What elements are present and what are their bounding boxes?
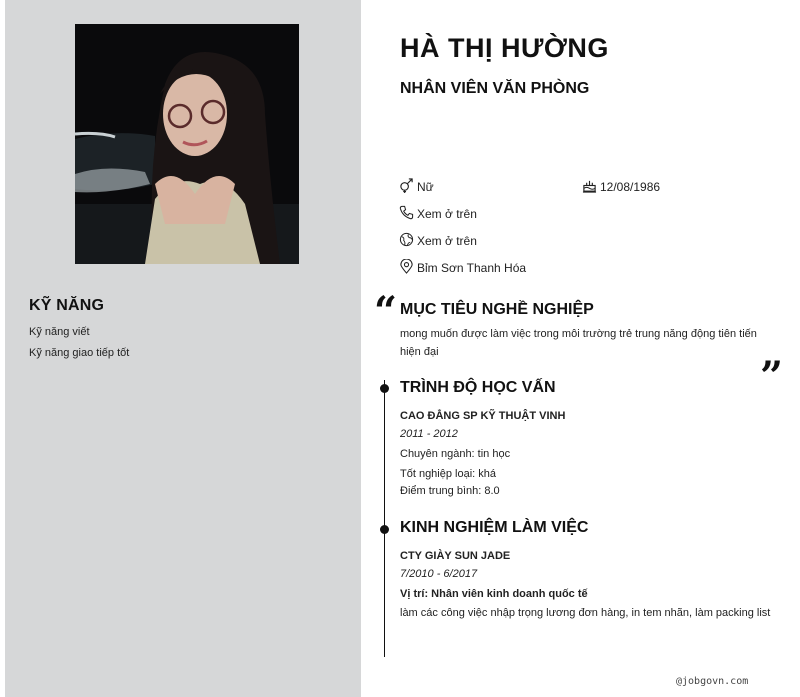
gender-icon	[399, 178, 414, 196]
education-major: Chuyên ngành: tin học	[400, 448, 511, 460]
experience-period: 7/2010 - 6/2017	[400, 568, 478, 580]
experience-title: KINH NGHIỆM LÀM VIỆC	[400, 519, 589, 536]
education-period: 2011 - 2012	[400, 428, 458, 440]
timeline-dot	[380, 384, 389, 393]
open-quote-icon: “	[374, 288, 398, 335]
education-gpa: Điểm trung bình: 8.0	[400, 485, 500, 497]
gender-info	[399, 178, 434, 196]
skill-item: Kỹ năng viết	[29, 326, 90, 338]
job-title: NHÂN VIÊN VĂN PHÒNG	[400, 80, 590, 97]
objective-title: MỤC TIÊU NGHỀ NGHIỆP	[400, 301, 594, 318]
phone-info	[399, 205, 477, 223]
candidate-name: HÀ THỊ HƯỜNG	[400, 33, 609, 63]
experience-position: Vị trí: Nhân viên kinh doanh quốc tế	[400, 588, 588, 600]
close-quote-icon: ”	[760, 353, 784, 400]
website-value: Xem ở trên	[417, 234, 477, 248]
birthdate-value: 12/08/1986	[600, 180, 661, 194]
skill-item: Kỹ năng giao tiếp tốt	[29, 347, 130, 359]
education-school: CAO ĐẲNG SP KỸ THUẬT VINH	[400, 410, 566, 422]
experience-description: làm các công việc nhập trọng lương đơn hàng, in tem nhãn, làm packing list	[400, 607, 771, 619]
address-value: Bỉm Sơn Thanh Hóa	[417, 261, 527, 275]
website-info	[399, 232, 477, 250]
experience-company: CTY GIÀY SUN JADE	[400, 550, 511, 562]
birthdate-info	[582, 178, 660, 196]
objective-text: mong muốn được làm việc trong môi trường trẻ trung năng động tiên tiến hiện đại	[400, 328, 757, 358]
location-pin-icon	[399, 259, 414, 277]
education-title: TRÌNH ĐỘ HỌC VẤN	[400, 379, 556, 396]
skills-title: KỸ NĂNG	[29, 297, 105, 314]
address-info	[399, 259, 526, 277]
profile-photo	[75, 24, 299, 264]
phone-icon	[399, 205, 414, 223]
education-graduation: Tốt nghiệp loại: khá	[400, 468, 497, 480]
phone-value: Xem ở trên	[417, 207, 477, 221]
birthday-cake-icon	[582, 178, 597, 196]
sidebar	[5, 0, 361, 697]
timeline-dot	[380, 525, 389, 534]
globe-icon	[399, 232, 414, 250]
gender-value: Nữ	[417, 180, 434, 194]
timeline-line	[384, 380, 385, 657]
footer-watermark: @jobgovn.com	[676, 676, 749, 687]
